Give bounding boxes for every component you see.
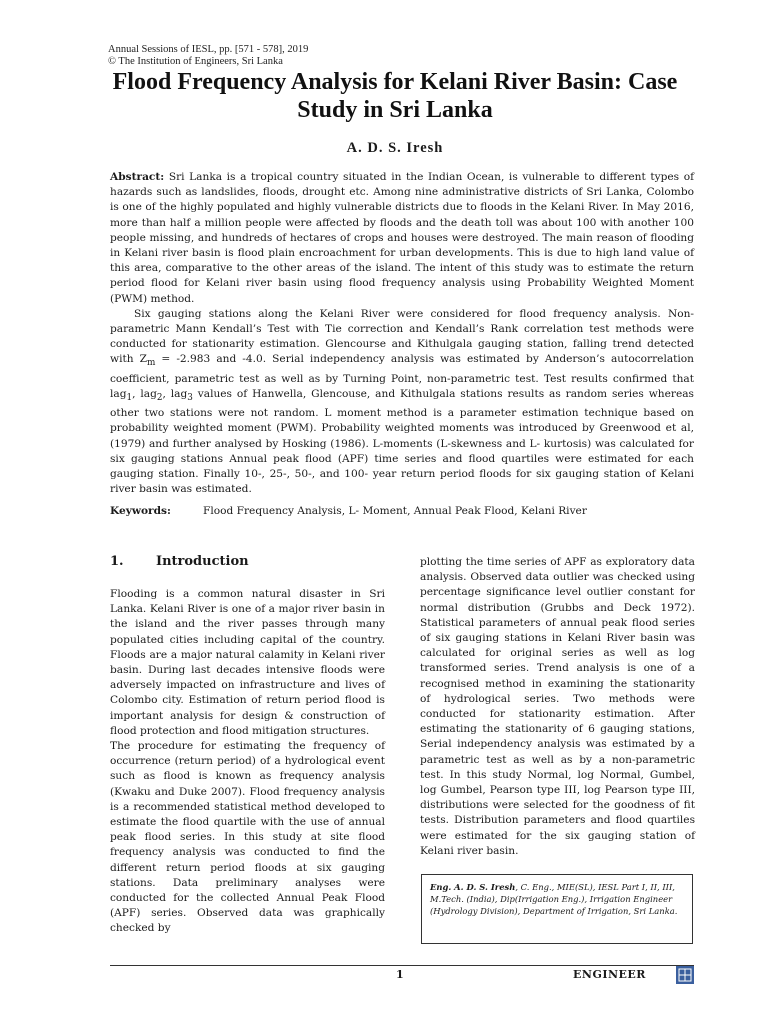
paper-title: Flood Frequency Analysis for Kelani River Basin: Case Study in Sri Lanka	[112, 69, 678, 123]
iesl-logo-icon	[676, 966, 694, 984]
footer-rule	[110, 965, 694, 966]
abstract-text-2e: values of Hanwella, Glencouse, and Kithulgala stations results as random series whereas other two stations were not random. L moment method is a parameter estimation technique based on probability weighted moment (PWM). Probability weighted moments was introduced by Greenwood et al, (1979) and further analysed by Hosking (1986). L-moments (L-skewness and L- kurtosis) was calculated for six gauging stations Annual peak flood (APF) time series and flood quartiles were estimated for each gauging station. Finally 10-, 25-, 50-, and 100- year return period floods for six gauging station of Kelani river basin was estimated.	[110, 387, 694, 496]
intro-paragraph-1: Flooding is a common natural disaster in Sri Lanka. Kelani River is one of a major river basin in the island and the river passes through many populated cities including capital of the country. Floods are a major natural calamity in Kelani river basin. During last decades intensive floods were adversely impacted on infrastructure and lives of Colombo city. Estimation of return period flood is important analysis for design & construction of flood protection and flood mitigation structures.	[110, 588, 385, 737]
abstract-text-2c: , lag	[132, 387, 157, 400]
left-column	[110, 587, 385, 937]
author-name: A. D. S. Iresh	[346, 140, 444, 156]
abstract-text-2b: = -2.983 and -4.0. Serial independency analysis was estimated by Anderson’s autocorrelation coefficient, parametric test as well as by Turning Point, non-parametric test. Test results confirmed that lag	[110, 353, 694, 400]
abstract	[110, 170, 694, 497]
section-number: 1.	[110, 554, 124, 569]
footnote-text: , C. Eng., MIE(SL), IESL Part I, II, III, M.Tech. (India), Dip(Irrigation Eng.), Irrigation Engineer (Hydrology Division), Department of Irrigation, Sri Lanka.	[430, 882, 678, 916]
right-column	[420, 555, 695, 859]
keywords	[110, 504, 694, 519]
subscript-1: 1	[126, 393, 133, 404]
page-number: 1	[396, 968, 404, 981]
subscript-m: m	[146, 358, 156, 369]
subscript-3: 3	[187, 393, 193, 404]
abstract-text-2d: , lag	[162, 387, 188, 400]
section-title: Introduction	[156, 554, 249, 569]
journal-header-line-1: Annual Sessions of IESL, pp. [571 - 578], 2019	[108, 44, 309, 55]
intro-paragraph-3: plotting the time series of APF as exploratory data analysis. Observed data outlier was checked using percentage significance level outlier constant for normal distribution (Grubbs and Deck 1972). Statistical parameters of annual peak flood series of six gauging stations in Kelani River basin was calculated for original series as well as log transformed series. Trend analysis is one of a recognised method in examining the stationarity of hydrological series. Two methods were conducted for stationarity estimation. After estimating the stationarity of 6 gauging stations, Serial independency analysis was estimated by a parametric test as well as by a non-parametric test. In this study Normal, log Normal, Gumbel, log Gumbel, Pearson type III, log Pearson type III, distributions were selected for the goodness of fit tests. Distribution parameters and flood quartiles were estimated for the six gauging station of Kelani river basin.	[420, 556, 695, 857]
keywords-label: Keywords:	[110, 505, 171, 517]
section-heading-introduction	[110, 554, 249, 569]
subscript-2: 2	[156, 393, 163, 404]
journal-header-line-2: © The Institution of Engineers, Sri Lanka	[108, 56, 283, 67]
intro-paragraph-2: The procedure for estimating the frequency of occurrence (return period) of a hydrological event such as flood is known as frequency analysis (Kwaku and Duke 2007). Flood frequency analysis is a recommended statistical method developed to estimate the flood quartile with the use of annual peak flood series. In this study at site flood frequency analysis was conducted to find the different return period floods at six gauging stations. Data preliminary analyses were conducted for the collected Annual Peak Flood (APF) series. Observed data was graphically checked by	[110, 740, 385, 935]
keywords-text: Flood Frequency Analysis, L- Moment, Annual Peak Flood, Kelani River	[203, 505, 587, 517]
abstract-text-1: Sri Lanka is a tropical country situated in the Indian Ocean, is vulnerable to different types of hazards such as landslides, floods, drought etc. Among nine administrative districts of Sri Lanka, Colombo is one of the highly populated and highly vulnerable districts due to floods in the Kelani River. In May 2016, more than half a million people were affected by floods and the death toll was about 100 with another 100 people missing, and hundreds of hectares of crops and houses were destroyed. The main reason of flooding in Kelani river basin is flood plain encroachment for urban developments. This is due to high land value of this area, comparative to the other areas of the island. The intent of this study was to estimate the return period flood for Kelani river basin using flood frequency analysis using Probability Weighted Moment (PWM) method.	[110, 171, 694, 305]
footnote-author-name: Eng. A. D. S. Iresh	[430, 882, 516, 892]
journal-name: ENGINEER	[573, 968, 646, 981]
abstract-paragraph-1	[110, 170, 694, 307]
author-footnote-box	[421, 874, 693, 944]
abstract-paragraph-2	[110, 307, 694, 498]
abstract-text-2a: Six gauging stations along the Kelani River were considered for flood frequency analysis. Non-parametric Mann Kendall’s Test with Tie correction and Kendall’s Rank correlation test methods were conducted for stationarity estimation. Glencourse and Kithulgala gauging station, falling trend detected with Z	[110, 307, 694, 366]
abstract-label: Abstract:	[110, 171, 165, 183]
